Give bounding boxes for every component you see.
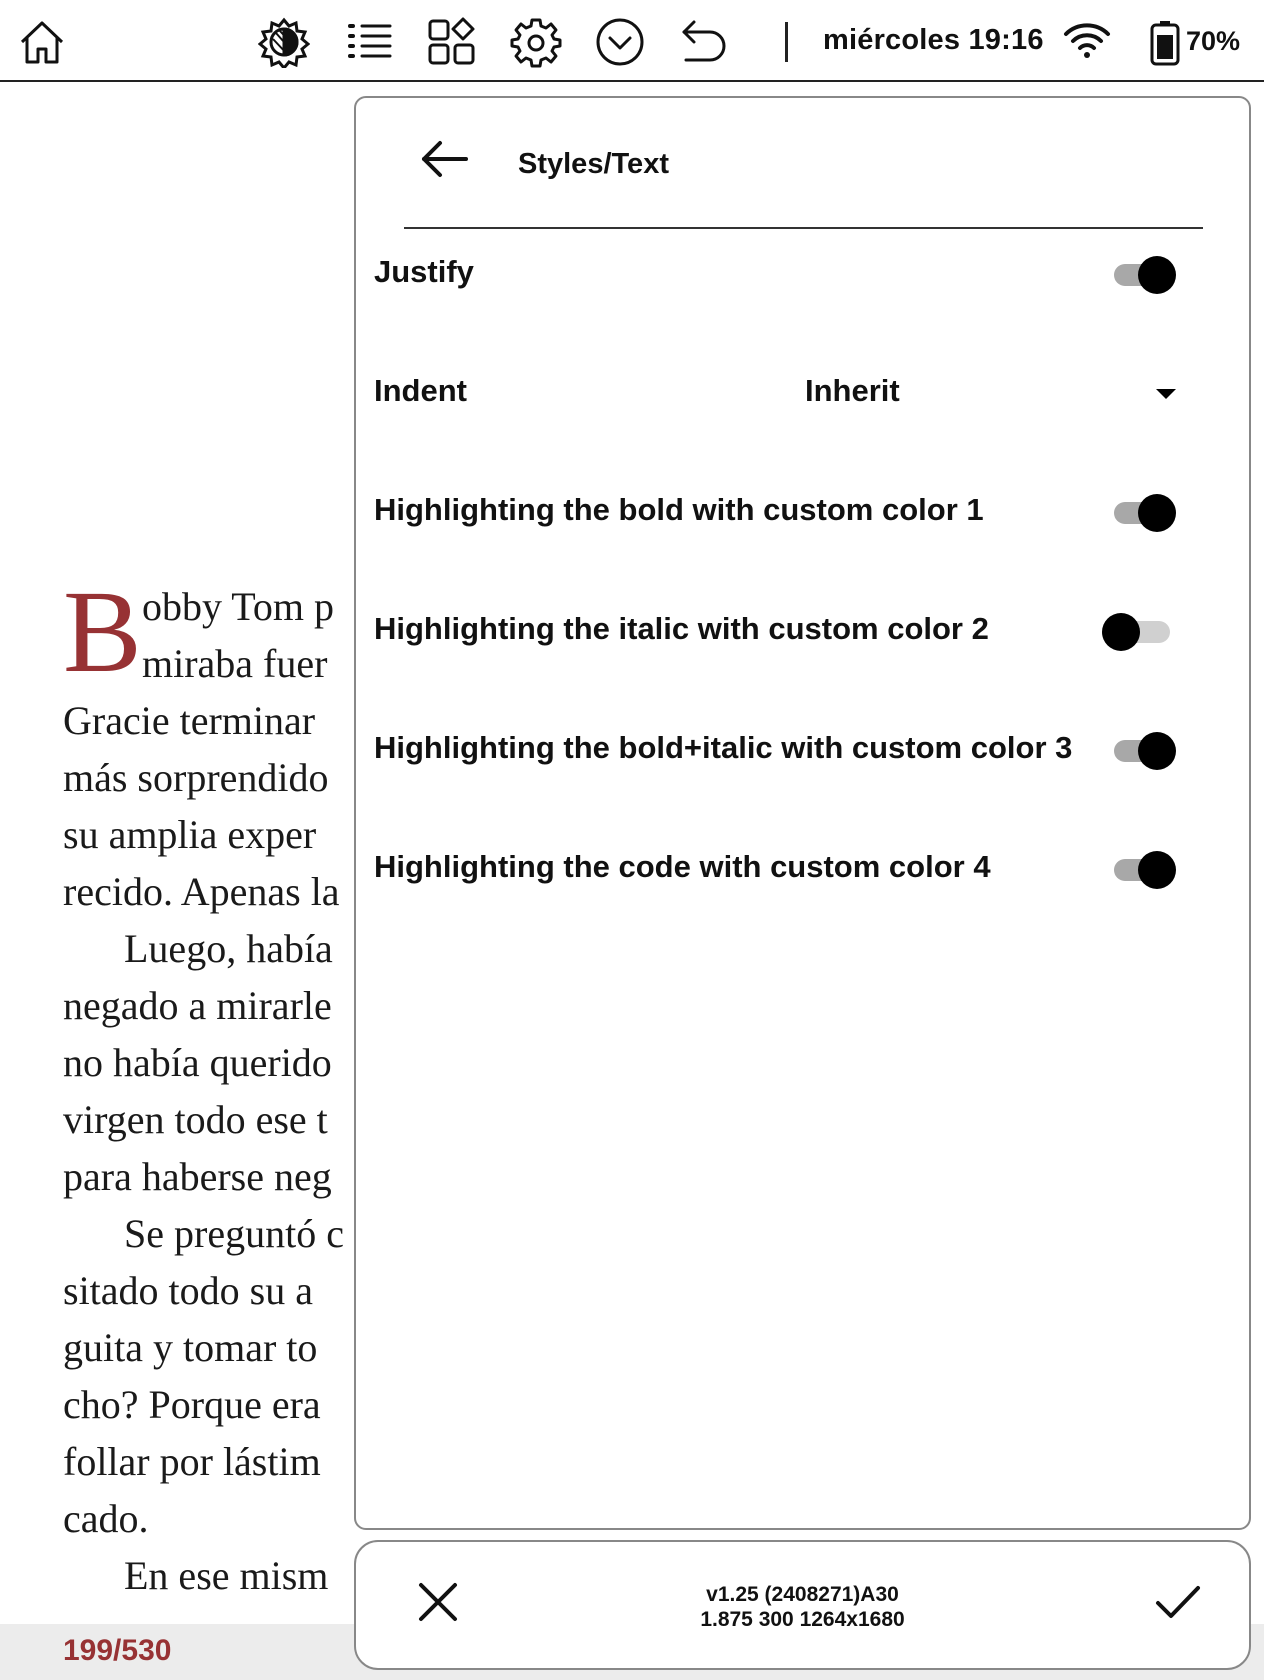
setting-label: Highlighting the bold with custom color 1 xyxy=(374,492,984,527)
panel-title: Styles/Text xyxy=(518,148,669,180)
book-line: recido. Apenas la xyxy=(63,869,340,914)
undo-icon[interactable] xyxy=(678,16,730,68)
version-info xyxy=(356,1582,1249,1632)
toggle-knob xyxy=(1138,732,1176,770)
apps-icon[interactable] xyxy=(426,16,478,68)
toggle-knob xyxy=(1138,851,1176,889)
page-number: 199/530 xyxy=(63,1634,172,1667)
book-line: negado a mirarle xyxy=(63,983,332,1028)
contrast-icon[interactable] xyxy=(258,16,310,68)
version-line-1: v1.25 (2408271)A30 xyxy=(706,1583,899,1606)
setting-label: Highlighting the italic with custom color 2 xyxy=(374,611,989,646)
bottom-bar xyxy=(354,1540,1251,1670)
setting-label: Highlighting the code with custom color 4 xyxy=(374,849,991,884)
setting-row-highlighting-the-code-with-custom-color-4[interactable] xyxy=(374,829,1214,909)
book-line: cho? Porque era xyxy=(63,1382,321,1427)
highlighting-the-bold-italic-with-custom-color-3-toggle[interactable] xyxy=(1114,732,1174,768)
indent-select-value[interactable]: Inherit xyxy=(805,373,900,408)
book-dropcap: B xyxy=(63,566,142,697)
status-datetime: miércoles 19:16 xyxy=(823,24,1044,56)
book-line: no había querido xyxy=(63,1040,332,1085)
toolbar-separator xyxy=(785,22,788,62)
settings-panel xyxy=(354,96,1251,1530)
confirm-button[interactable] xyxy=(1155,1580,1201,1624)
back-button[interactable] xyxy=(414,134,474,184)
version-line-2: 1.875 300 1264x1680 xyxy=(700,1608,905,1631)
book-line: para haberse neg xyxy=(63,1154,332,1199)
dropdown-arrow-icon[interactable] xyxy=(1156,389,1176,399)
book-line: obby Tom p xyxy=(142,584,335,629)
chevron-down-circle-icon[interactable] xyxy=(594,16,646,68)
book-line: virgen todo ese t xyxy=(63,1097,328,1142)
book-line: miraba fuer xyxy=(142,641,328,686)
wifi-icon xyxy=(1062,20,1112,62)
setting-label: Indent xyxy=(374,373,467,408)
highlighting-the-italic-with-custom-color-2-toggle[interactable] xyxy=(1114,613,1174,649)
setting-row-highlighting-the-bold-with-custom-color-1[interactable] xyxy=(374,472,1214,552)
battery-percent: 70% xyxy=(1186,26,1241,56)
settings-icon[interactable] xyxy=(510,16,562,68)
toc-icon[interactable] xyxy=(344,16,396,68)
book-line: más sorprendido xyxy=(63,755,329,800)
justify-toggle[interactable] xyxy=(1114,256,1174,292)
home-icon[interactable] xyxy=(16,16,68,68)
setting-row-highlighting-the-italic-with-custom-color-2[interactable] xyxy=(374,591,1214,671)
book-line: su amplia exper xyxy=(63,812,317,857)
book-line: sitado todo su a xyxy=(63,1268,313,1313)
setting-row-justify[interactable] xyxy=(374,234,1214,314)
book-line: Se preguntó c xyxy=(124,1211,344,1256)
book-line: cado. xyxy=(63,1496,149,1541)
toggle-knob xyxy=(1138,494,1176,532)
highlighting-the-bold-with-custom-color-1-toggle[interactable] xyxy=(1114,494,1174,530)
battery-icon xyxy=(1150,20,1180,66)
highlighting-the-code-with-custom-color-4-toggle[interactable] xyxy=(1114,851,1174,887)
toggle-knob xyxy=(1138,256,1176,294)
book-line: follar por lástim xyxy=(63,1439,321,1484)
setting-row-highlighting-the-bold-italic-with-custom-color-3[interactable] xyxy=(374,710,1214,790)
toggle-knob xyxy=(1102,613,1140,651)
setting-row-indent[interactable] xyxy=(374,353,1214,433)
top-bar xyxy=(0,0,1264,82)
setting-label: Justify xyxy=(374,254,474,289)
book-line: En ese mism xyxy=(124,1553,329,1598)
book-line: Luego, había xyxy=(124,926,333,971)
setting-label: Highlighting the bold+italic with custom color 3 xyxy=(374,730,1073,765)
book-line: guita y tomar to xyxy=(63,1325,318,1370)
panel-divider xyxy=(404,227,1203,229)
book-line: Gracie terminar xyxy=(63,698,316,743)
